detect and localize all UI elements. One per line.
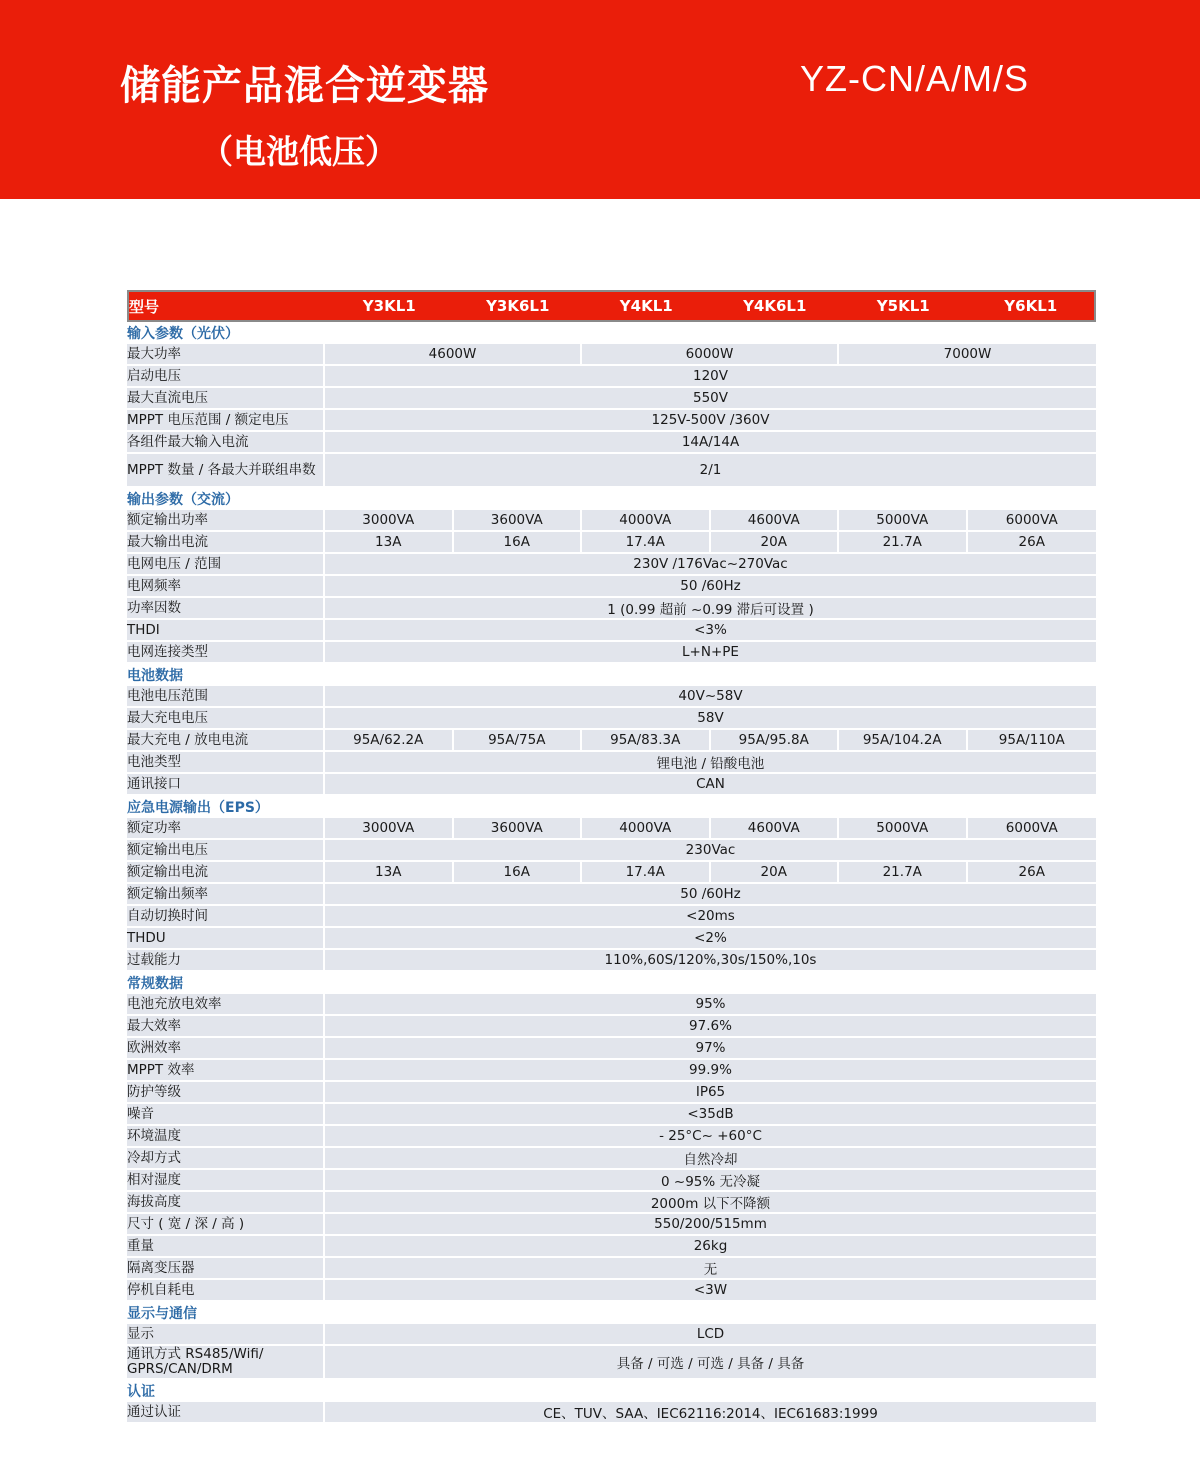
table-row [127,1258,1096,1280]
table-row [127,454,1096,488]
row-label: 通过认证 [127,1402,325,1424]
row-label: 过载能力 [127,950,325,972]
row-value: 2/1 [325,454,1096,488]
row-label: 最大输出电流 [127,532,325,554]
row-label: MPPT 电压范围 / 额定电压 [127,410,325,432]
row-value: 自然冷却 [325,1148,1096,1170]
row-label: 防护等级 [127,1082,325,1104]
table-row [127,620,1096,642]
row-value: 50 /60Hz [325,576,1096,598]
row-value: 4600VA [711,510,840,532]
section-row [127,664,1096,686]
row-value: 4600VA [711,818,840,840]
table-row [127,388,1096,410]
row-value: 6000VA [968,818,1097,840]
row-label: 功率因数 [127,598,325,620]
row-label: 最大充电电压 [127,708,325,730]
row-label: 显示 [127,1324,325,1346]
row-label: 电网连接类型 [127,642,325,664]
section-row [127,1302,1096,1324]
row-value: 3000VA [325,510,454,532]
table-body [127,322,1096,1424]
row-value: 16A [454,862,583,884]
row-value: 0 ~95% 无冷凝 [325,1170,1096,1192]
row-label: 最大功率 [127,344,325,366]
header-banner [0,0,1200,199]
row-value: 26A [968,532,1097,554]
row-value: <20ms [325,906,1096,928]
row-label: 冷却方式 [127,1148,325,1170]
table-row [127,432,1096,454]
row-value: 110%,60S/120%,30s/150%,10s [325,950,1096,972]
row-value: 6000W [582,344,839,366]
column-header: Y4KL1 [582,290,711,322]
row-value: 4600W [325,344,582,366]
row-label: 通讯方式 RS485/Wifi/ GPRS/CAN/DRM [127,1346,325,1380]
row-label: 电网频率 [127,576,325,598]
page-subtitle: （电池低压） [200,132,398,171]
row-value: 97.6% [325,1016,1096,1038]
section-title: 常规数据 [127,972,1096,994]
row-value: 2000m 以下不降额 [325,1192,1096,1214]
row-value: 95A/110A [968,730,1097,752]
table-row [127,906,1096,928]
row-value: 5000VA [839,818,968,840]
row-label: 停机自耗电 [127,1280,325,1302]
row-value: 21.7A [839,532,968,554]
table-row [127,1060,1096,1082]
row-label: 电池充放电效率 [127,994,325,1016]
table-row [127,344,1096,366]
row-value: 95A/75A [454,730,583,752]
row-label: 相对湿度 [127,1170,325,1192]
section-row [127,488,1096,510]
column-header-model: 型号 [127,290,325,322]
row-value: 5000VA [839,510,968,532]
row-label: 欧洲效率 [127,1038,325,1060]
row-label: 额定输出电流 [127,862,325,884]
row-value: 17.4A [582,862,711,884]
row-value: 6000VA [968,510,1097,532]
row-value: 95A/104.2A [839,730,968,752]
row-label: MPPT 效率 [127,1060,325,1082]
row-value: L+N+PE [325,642,1096,664]
table-row [127,1104,1096,1126]
model-code: YZ-CN/A/M/S [800,58,1030,99]
row-label: 电池类型 [127,752,325,774]
section-row [127,1380,1096,1402]
table-row [127,1324,1096,1346]
table-row [127,1346,1096,1380]
row-value: 26kg [325,1236,1096,1258]
row-value: 具备 / 可选 / 可选 / 具备 / 具备 [325,1346,1096,1380]
section-row [127,972,1096,994]
row-label: 噪音 [127,1104,325,1126]
row-value: 3600VA [454,510,583,532]
section-row [127,796,1096,818]
row-label: 启动电压 [127,366,325,388]
section-title: 输出参数（交流） [127,488,1096,510]
section-title: 电池数据 [127,664,1096,686]
row-value: 58V [325,708,1096,730]
row-value: 20A [711,862,840,884]
row-value: 20A [711,532,840,554]
table-row [127,840,1096,862]
row-value: 230Vac [325,840,1096,862]
row-label: 最大直流电压 [127,388,325,410]
table-row [127,774,1096,796]
row-value: 17.4A [582,532,711,554]
column-header: Y3K6L1 [454,290,583,322]
table-row [127,1236,1096,1258]
row-value: <3W [325,1280,1096,1302]
table-row [127,686,1096,708]
table-row [127,1038,1096,1060]
row-value: 120V [325,366,1096,388]
table-row [127,1402,1096,1424]
column-header: Y6KL1 [968,290,1097,322]
column-header: Y3KL1 [325,290,454,322]
row-value: 230V /176Vac~270Vac [325,554,1096,576]
row-value: 550/200/515mm [325,1214,1096,1236]
row-label: THDU [127,928,325,950]
section-title: 认证 [127,1380,1096,1402]
row-value: 21.7A [839,862,968,884]
row-value: CE、TUV、SAA、IEC62116:2014、IEC61683:1999 [325,1402,1096,1424]
table-row [127,950,1096,972]
row-label: 最大充电 / 放电电流 [127,730,325,752]
row-label: 海拔高度 [127,1192,325,1214]
row-label: 额定功率 [127,818,325,840]
row-value: 50 /60Hz [325,884,1096,906]
row-value: 3600VA [454,818,583,840]
row-label: MPPT 数量 / 各最大并联组串数 [127,454,325,488]
row-value: 26A [968,862,1097,884]
row-label: 通讯接口 [127,774,325,796]
table-row [127,1280,1096,1302]
row-value: 4000VA [582,510,711,532]
table-row [127,1214,1096,1236]
table-row [127,994,1096,1016]
table-row [127,928,1096,950]
section-row [127,322,1096,344]
table-row [127,642,1096,664]
row-value: 14A/14A [325,432,1096,454]
page-title: 储能产品混合逆变器 [120,63,489,109]
table-row [127,1148,1096,1170]
row-label: 额定输出电压 [127,840,325,862]
table-row [127,1082,1096,1104]
row-label: 自动切换时间 [127,906,325,928]
row-label: 环境温度 [127,1126,325,1148]
row-label: 尺寸 ( 宽 / 深 / 高 ) [127,1214,325,1236]
row-label: 额定输出频率 [127,884,325,906]
row-value: 7000W [839,344,1096,366]
table-row [127,576,1096,598]
section-title: 输入参数（光伏） [127,322,1096,344]
row-label: 电网电压 / 范围 [127,554,325,576]
table-row [127,862,1096,884]
table-header-row [127,290,1096,322]
table-row [127,1192,1096,1214]
table-row [127,818,1096,840]
row-value: 97% [325,1038,1096,1060]
row-value: IP65 [325,1082,1096,1104]
table-row [127,730,1096,752]
table-row [127,884,1096,906]
table-row [127,598,1096,620]
row-value: 4000VA [582,818,711,840]
table-row [127,532,1096,554]
row-value: 1 (0.99 超前 ~0.99 滞后可设置 ) [325,598,1096,620]
row-value: 95% [325,994,1096,1016]
row-value: 13A [325,862,454,884]
table-row [127,410,1096,432]
row-value: LCD [325,1324,1096,1346]
spec-table [127,290,1096,1424]
section-title: 显示与通信 [127,1302,1096,1324]
table-row [127,1016,1096,1038]
table-row [127,1126,1096,1148]
row-label: 各组件最大输入电流 [127,432,325,454]
row-value: 95A/95.8A [711,730,840,752]
row-value: - 25°C~ +60°C [325,1126,1096,1148]
table-row [127,1170,1096,1192]
row-value: 95A/83.3A [582,730,711,752]
row-value: 16A [454,532,583,554]
row-label: 电池电压范围 [127,686,325,708]
row-label: 隔离变压器 [127,1258,325,1280]
table-row [127,752,1096,774]
row-value: 99.9% [325,1060,1096,1082]
row-value: <3% [325,620,1096,642]
row-value: 95A/62.2A [325,730,454,752]
section-title: 应急电源输出（EPS） [127,796,1096,818]
table-row [127,554,1096,576]
row-value: 3000VA [325,818,454,840]
row-value: 无 [325,1258,1096,1280]
row-value: 锂电池 / 铅酸电池 [325,752,1096,774]
row-label: 最大效率 [127,1016,325,1038]
table-row [127,708,1096,730]
table-row [127,510,1096,532]
row-label: 额定输出功率 [127,510,325,532]
row-value: <35dB [325,1104,1096,1126]
row-value: 40V~58V [325,686,1096,708]
table-row [127,366,1096,388]
row-value: <2% [325,928,1096,950]
row-value: CAN [325,774,1096,796]
row-label: THDI [127,620,325,642]
row-value: 125V-500V /360V [325,410,1096,432]
row-value: 13A [325,532,454,554]
row-value: 550V [325,388,1096,410]
row-label: 重量 [127,1236,325,1258]
column-header: Y5KL1 [839,290,968,322]
column-header: Y4K6L1 [711,290,840,322]
